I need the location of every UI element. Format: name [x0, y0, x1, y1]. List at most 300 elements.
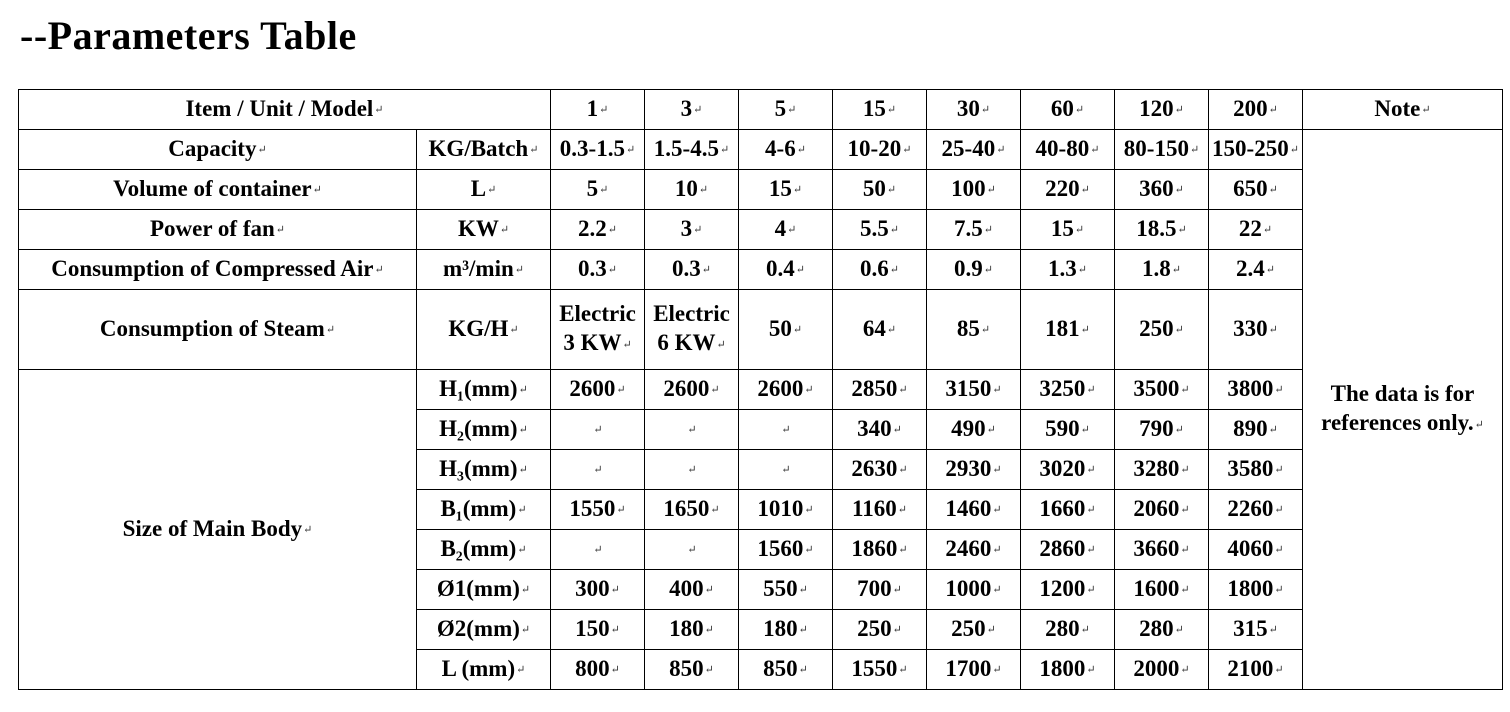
- paragraph-mark-icon: ↵: [517, 504, 527, 517]
- value-cell-text: 2060: [1133, 495, 1180, 521]
- paragraph-mark-icon: ↵: [992, 384, 1002, 397]
- value-cell: [927, 370, 1021, 410]
- value-cell-text: 1.3: [1048, 255, 1077, 281]
- value-cell: [551, 250, 645, 290]
- value-cell: [1021, 650, 1115, 690]
- value-cell: [833, 450, 927, 490]
- value-cell-text: 890: [1233, 415, 1268, 441]
- value-cell: [551, 570, 645, 610]
- value-cell: [927, 530, 1021, 570]
- paragraph-mark-icon: ↵: [719, 144, 730, 157]
- page-title: --Parameters Table: [20, 13, 357, 58]
- paragraph-mark-icon: ↵: [1421, 104, 1431, 117]
- table-row: [19, 370, 1503, 410]
- table-row: [19, 170, 1503, 210]
- header-model-cell: [833, 90, 927, 130]
- paragraph-mark-icon: ↵: [520, 624, 531, 637]
- value-cell: [551, 210, 645, 250]
- row-unit-cell-text: H₂(mm): [439, 415, 518, 441]
- value-cell: [1021, 130, 1115, 170]
- value-cell: [1209, 570, 1303, 610]
- value-cell-text: 3250: [1039, 375, 1086, 401]
- paragraph-mark-icon: ↵: [516, 664, 526, 677]
- value-cell: [739, 370, 833, 410]
- value-cell: [645, 610, 739, 650]
- row-unit-cell: [417, 210, 551, 250]
- value-cell-text: Electric 3 KW: [559, 301, 636, 356]
- row-unit-cell: [417, 610, 551, 650]
- row-unit-cell-text: m³/min: [442, 255, 514, 281]
- table-row: [19, 290, 1503, 370]
- value-cell-text: 1550: [569, 495, 616, 521]
- paragraph-mark-icon: ↵: [616, 504, 626, 517]
- value-cell: [1021, 530, 1115, 570]
- header-note-cell: [1303, 90, 1503, 130]
- paragraph-mark-icon: ↵: [1268, 184, 1278, 197]
- paragraph-mark-icon: ↵: [701, 264, 711, 277]
- value-cell: [833, 410, 927, 450]
- value-cell: [927, 490, 1021, 530]
- row-unit-cell-text: B₁(mm): [440, 495, 517, 521]
- paragraph-mark-icon: ↵: [1268, 104, 1278, 117]
- row-unit-cell: [417, 130, 551, 170]
- row-label-cell: [19, 210, 417, 250]
- value-cell-text: 1600: [1133, 575, 1180, 601]
- row-label-cell: [19, 130, 417, 170]
- paragraph-mark-icon: ↵: [704, 584, 714, 597]
- value-cell-text: 4060: [1227, 535, 1274, 561]
- value-cell: [551, 610, 645, 650]
- value-cell: [1115, 410, 1209, 450]
- value-cell-text: 1010: [757, 495, 804, 521]
- paragraph-mark-icon: ↵: [992, 504, 1002, 517]
- paragraph-mark-icon: ↵: [257, 144, 267, 157]
- header-model-cell: [927, 90, 1021, 130]
- value-cell: [739, 450, 833, 490]
- value-cell: [551, 170, 645, 210]
- value-cell: [739, 130, 833, 170]
- row-unit-cell: [417, 530, 551, 570]
- value-cell: [645, 650, 739, 690]
- paragraph-mark-icon: ↵: [798, 624, 808, 637]
- row-label-cell-text: Consumption of Steam: [99, 315, 325, 341]
- value-cell: [927, 410, 1021, 450]
- paragraph-mark-icon: ↵: [892, 624, 902, 637]
- paragraph-mark-icon: ↵: [693, 104, 703, 117]
- row-unit-cell-text: Ø2(mm): [436, 615, 520, 641]
- value-cell: [739, 610, 833, 650]
- paragraph-mark-icon: ↵: [986, 184, 996, 197]
- header-model-cell-text: 60: [1050, 95, 1074, 121]
- value-cell: [739, 490, 833, 530]
- paragraph-mark-icon: ↵: [1262, 224, 1273, 237]
- paragraph-mark-icon: ↵: [622, 338, 632, 351]
- value-cell-text: 15: [768, 175, 792, 201]
- paragraph-mark-icon: ↵: [889, 224, 899, 237]
- paragraph-mark-icon: ↵: [781, 464, 791, 477]
- value-cell-text: 1550: [851, 655, 898, 681]
- paragraph-mark-icon: ↵: [325, 324, 336, 337]
- value-cell-text: 1160: [852, 495, 897, 521]
- value-cell-text: 80-150: [1123, 135, 1189, 161]
- value-cell: [551, 130, 645, 170]
- value-cell-text: 1700: [945, 655, 992, 681]
- value-cell-text: 150-250: [1212, 135, 1289, 161]
- value-cell: [645, 210, 739, 250]
- value-cell: [833, 250, 927, 290]
- value-cell-text: 1.8: [1142, 255, 1171, 281]
- row-unit-cell: [417, 370, 551, 410]
- value-cell: [1115, 610, 1209, 650]
- value-cell-text: 1000: [945, 575, 992, 601]
- value-cell-text: 0.3-1.5: [559, 135, 625, 161]
- row-unit-cell-text: H₃(mm): [439, 455, 518, 481]
- paragraph-mark-icon: ↵: [514, 264, 524, 277]
- value-cell: [1209, 210, 1303, 250]
- value-cell-text: 790: [1139, 415, 1174, 441]
- value-cell: [551, 370, 645, 410]
- note-cell: [1303, 130, 1503, 690]
- value-cell: [1209, 170, 1303, 210]
- value-cell: [645, 130, 739, 170]
- value-cell-text: 315: [1233, 615, 1268, 641]
- value-cell: [739, 410, 833, 450]
- row-unit-cell: [417, 450, 551, 490]
- value-cell: [1115, 370, 1209, 410]
- value-cell-text: 50: [862, 175, 886, 201]
- paragraph-mark-icon: ↵: [1180, 384, 1190, 397]
- paragraph-mark-icon: ↵: [980, 104, 991, 117]
- value-cell: [551, 290, 645, 370]
- paragraph-mark-icon: ↵: [792, 324, 803, 337]
- paragraph-mark-icon: ↵: [986, 424, 996, 437]
- header-model-cell: [1021, 90, 1115, 130]
- value-cell: [927, 210, 1021, 250]
- value-cell: [833, 130, 927, 170]
- value-cell-text: 2600: [663, 375, 710, 401]
- row-unit-cell-text: H₁(mm): [439, 375, 518, 401]
- paragraph-mark-icon: ↵: [704, 664, 714, 677]
- value-cell-text: 50: [768, 315, 792, 341]
- value-cell: [1209, 530, 1303, 570]
- value-cell-text: 250: [1139, 315, 1174, 341]
- value-cell: [1209, 610, 1303, 650]
- value-cell-text: 1200: [1039, 575, 1086, 601]
- paragraph-mark-icon: ↵: [687, 424, 697, 437]
- paragraph-mark-icon: ↵: [517, 544, 527, 557]
- paragraph-mark-icon: ↵: [986, 624, 996, 637]
- header-model-cell-text: 120: [1139, 95, 1174, 121]
- paragraph-mark-icon: ↵: [1274, 464, 1284, 477]
- paragraph-mark-icon: ↵: [1268, 424, 1278, 437]
- paragraph-mark-icon: ↵: [1080, 424, 1090, 437]
- paragraph-mark-icon: ↵: [898, 544, 908, 557]
- paragraph-mark-icon: ↵: [902, 144, 912, 157]
- value-cell-text: 180: [763, 615, 798, 641]
- value-cell: [645, 170, 739, 210]
- paragraph-mark-icon: ↵: [518, 384, 528, 397]
- value-cell-text: 2100: [1227, 655, 1274, 681]
- paragraph-mark-icon: ↵: [992, 544, 1002, 557]
- header-row: [19, 90, 1503, 130]
- value-cell-text: 280: [1045, 615, 1080, 641]
- value-cell-text: 180: [669, 615, 704, 641]
- value-cell: [1115, 210, 1209, 250]
- value-cell: [645, 250, 739, 290]
- paragraph-mark-icon: ↵: [804, 384, 814, 397]
- row-label-cell-text: Capacity: [168, 135, 257, 161]
- header-item-cell-text: Item / Unit / Model: [185, 95, 374, 121]
- value-cell-text: 10-20: [847, 135, 902, 161]
- value-cell: [1115, 530, 1209, 570]
- row-label-cell-text: Power of fan: [150, 215, 275, 241]
- row-unit-cell: [417, 410, 551, 450]
- value-cell-text: 150: [575, 615, 610, 641]
- paragraph-mark-icon: ↵: [898, 664, 908, 677]
- paragraph-mark-icon: ↵: [992, 464, 1002, 477]
- paragraph-mark-icon: ↵: [610, 624, 620, 637]
- paragraph-mark-icon: ↵: [1274, 584, 1284, 597]
- paragraph-mark-icon: ↵: [610, 584, 620, 597]
- table-row: [19, 210, 1503, 250]
- value-cell: [927, 130, 1021, 170]
- paragraph-mark-icon: ↵: [1086, 384, 1096, 397]
- value-cell: [833, 290, 927, 370]
- size-group-label-cell: [19, 370, 417, 690]
- paragraph-mark-icon: ↵: [1174, 104, 1184, 117]
- row-label-cell-text: Consumption of Compressed Air: [51, 255, 374, 281]
- value-cell-text: 1660: [1039, 495, 1086, 521]
- value-cell: [1021, 250, 1115, 290]
- paragraph-mark-icon: ↵: [1174, 184, 1184, 197]
- value-cell-text: 2000: [1133, 655, 1180, 681]
- value-cell: [833, 610, 927, 650]
- note-cell-text: The data is for references only.: [1321, 381, 1475, 436]
- value-cell: [1209, 250, 1303, 290]
- value-cell-text: 2930: [945, 455, 992, 481]
- value-cell: [833, 210, 927, 250]
- value-cell: [1115, 290, 1209, 370]
- value-cell: [551, 530, 645, 570]
- paragraph-mark-icon: ↵: [710, 504, 720, 517]
- value-cell-text: 0.9: [954, 255, 983, 281]
- paragraph-mark-icon: ↵: [616, 384, 626, 397]
- paragraph-mark-icon: ↵: [599, 184, 609, 197]
- value-cell: [1021, 610, 1115, 650]
- value-cell-text: 64: [862, 315, 886, 341]
- value-cell-text: 25-40: [941, 135, 996, 161]
- paragraph-mark-icon: ↵: [509, 324, 519, 337]
- row-unit-cell-text: L: [470, 175, 487, 201]
- value-cell: [833, 530, 927, 570]
- paragraph-mark-icon: ↵: [886, 184, 897, 197]
- value-cell-text: 1800: [1227, 575, 1274, 601]
- value-cell: [1209, 410, 1303, 450]
- paragraph-mark-icon: ↵: [599, 104, 609, 117]
- paragraph-mark-icon: ↵: [312, 184, 322, 197]
- paragraph-mark-icon: ↵: [1180, 504, 1190, 517]
- header-model-cell-text: 3: [680, 95, 693, 121]
- value-cell-text: 1560: [757, 535, 804, 561]
- value-cell-text: 2860: [1039, 535, 1086, 561]
- value-cell-text: 2600: [569, 375, 616, 401]
- row-unit-cell: [417, 170, 551, 210]
- paragraph-mark-icon: ↵: [593, 464, 603, 477]
- value-cell-text: 3580: [1227, 455, 1274, 481]
- value-cell-text: 4-6: [765, 135, 796, 161]
- paragraph-mark-icon: ↵: [499, 224, 510, 237]
- paragraph-mark-icon: ↵: [518, 464, 528, 477]
- value-cell: [645, 370, 739, 410]
- value-cell: [645, 530, 739, 570]
- paragraph-mark-icon: ↵: [1174, 324, 1184, 337]
- value-cell: [1021, 570, 1115, 610]
- paragraph-mark-icon: ↵: [886, 324, 897, 337]
- paragraph-mark-icon: ↵: [275, 224, 285, 237]
- value-cell: [1209, 370, 1303, 410]
- paragraph-mark-icon: ↵: [1074, 224, 1085, 237]
- paragraph-mark-icon: ↵: [687, 544, 697, 557]
- value-cell: [927, 650, 1021, 690]
- value-cell-text: 4: [774, 215, 787, 241]
- value-cell-text: 850: [669, 655, 704, 681]
- paragraph-mark-icon: ↵: [898, 464, 908, 477]
- row-label-cell: [19, 290, 417, 370]
- paragraph-mark-icon: ↵: [1274, 544, 1284, 557]
- paragraph-mark-icon: ↵: [1180, 544, 1190, 557]
- size-group-label-cell-text: Size of Main Body: [122, 515, 303, 541]
- paragraph-mark-icon: ↵: [1086, 544, 1096, 557]
- paragraph-mark-icon: ↵: [897, 504, 907, 517]
- value-cell: [1021, 370, 1115, 410]
- value-cell: [1115, 250, 1209, 290]
- paragraph-mark-icon: ↵: [1080, 324, 1090, 337]
- header-model-cell-text: 1: [586, 95, 599, 121]
- value-cell-text: 650: [1233, 175, 1268, 201]
- header-note-cell-text: Note: [1374, 95, 1421, 121]
- paragraph-mark-icon: ↵: [716, 338, 726, 351]
- value-cell: [1209, 490, 1303, 530]
- paragraph-mark-icon: ↵: [804, 504, 814, 517]
- value-cell: [1021, 410, 1115, 450]
- paragraph-mark-icon: ↵: [1180, 464, 1190, 477]
- value-cell: [551, 450, 645, 490]
- paragraph-mark-icon: ↵: [593, 424, 603, 437]
- paragraph-mark-icon: ↵: [892, 584, 902, 597]
- paragraph-mark-icon: ↵: [795, 264, 805, 277]
- value-cell-text: 490: [951, 415, 986, 441]
- value-cell-text: 2630: [851, 455, 898, 481]
- value-cell-text: 1860: [851, 535, 898, 561]
- value-cell: [645, 490, 739, 530]
- value-cell: [739, 570, 833, 610]
- paragraph-mark-icon: ↵: [804, 544, 814, 557]
- value-cell-text: 360: [1139, 175, 1174, 201]
- paragraph-mark-icon: ↵: [1189, 144, 1200, 157]
- paragraph-mark-icon: ↵: [698, 184, 709, 197]
- paragraph-mark-icon: ↵: [610, 664, 620, 677]
- header-model-cell: [645, 90, 739, 130]
- value-cell-text: 15: [1050, 215, 1074, 241]
- value-cell: [927, 570, 1021, 610]
- value-cell: [739, 290, 833, 370]
- value-cell-text: 0.3: [578, 255, 607, 281]
- header-model-cell-text: 5: [774, 95, 787, 121]
- paragraph-mark-icon: ↵: [796, 144, 806, 157]
- value-cell-text: 220: [1045, 175, 1080, 201]
- paragraph-mark-icon: ↵: [798, 584, 808, 597]
- paragraph-mark-icon: ↵: [520, 584, 531, 597]
- row-unit-cell: [417, 650, 551, 690]
- paragraph-mark-icon: ↵: [1268, 624, 1278, 637]
- value-cell-text: 2600: [757, 375, 804, 401]
- value-cell: [927, 170, 1021, 210]
- paragraph-mark-icon: ↵: [1180, 664, 1190, 677]
- paragraph-mark-icon: ↵: [693, 224, 703, 237]
- value-cell: [739, 210, 833, 250]
- paragraph-mark-icon: ↵: [792, 184, 803, 197]
- value-cell-text: 2260: [1227, 495, 1274, 521]
- value-cell-text: 40-80: [1035, 135, 1090, 161]
- value-cell-text: 3660: [1133, 535, 1180, 561]
- paragraph-mark-icon: ↵: [889, 264, 899, 277]
- value-cell-text: 100: [951, 175, 986, 201]
- value-cell-text: 1650: [663, 495, 710, 521]
- header-model-cell-text: 30: [956, 95, 980, 121]
- paragraph-mark-icon: ↵: [787, 104, 797, 117]
- paragraph-mark-icon: ↵: [996, 144, 1006, 157]
- paragraph-mark-icon: ↵: [1086, 464, 1096, 477]
- value-cell: [833, 490, 927, 530]
- value-cell-text: 5.5: [860, 215, 889, 241]
- paragraph-mark-icon: ↵: [1174, 624, 1184, 637]
- paragraph-mark-icon: ↵: [529, 144, 539, 157]
- paragraph-mark-icon: ↵: [607, 264, 617, 277]
- value-cell-text: 1.5-4.5: [653, 135, 719, 161]
- row-unit-cell: [417, 250, 551, 290]
- paragraph-mark-icon: ↵: [1074, 104, 1085, 117]
- value-cell-text: 250: [857, 615, 892, 641]
- paragraph-mark-icon: ↵: [1265, 264, 1275, 277]
- table-row: [19, 130, 1503, 170]
- value-cell-text: 3800: [1227, 375, 1274, 401]
- paragraph-mark-icon: ↵: [1274, 384, 1284, 397]
- value-cell-text: 550: [763, 575, 798, 601]
- header-model-cell: [739, 90, 833, 130]
- row-unit-cell: [417, 490, 551, 530]
- paragraph-mark-icon: ↵: [898, 384, 908, 397]
- value-cell-text: 0.6: [860, 255, 889, 281]
- header-model-cell: [551, 90, 645, 130]
- paragraph-mark-icon: ↵: [1174, 424, 1184, 437]
- value-cell-text: 250: [951, 615, 986, 641]
- paragraph-mark-icon: ↵: [1080, 624, 1090, 637]
- row-unit-cell-text: KW: [457, 215, 499, 241]
- value-cell: [927, 450, 1021, 490]
- header-model-cell: [1209, 90, 1303, 130]
- paragraph-mark-icon: ↵: [1086, 504, 1096, 517]
- value-cell-text: 400: [669, 575, 704, 601]
- paragraph-mark-icon: ↵: [787, 224, 797, 237]
- value-cell: [927, 290, 1021, 370]
- value-cell: [1209, 130, 1303, 170]
- value-cell-text: 850: [763, 655, 798, 681]
- row-unit-cell: [417, 570, 551, 610]
- value-cell: [645, 450, 739, 490]
- paragraph-mark-icon: ↵: [1090, 144, 1100, 157]
- row-label-cell: [19, 170, 417, 210]
- value-cell-text: 85: [956, 315, 980, 341]
